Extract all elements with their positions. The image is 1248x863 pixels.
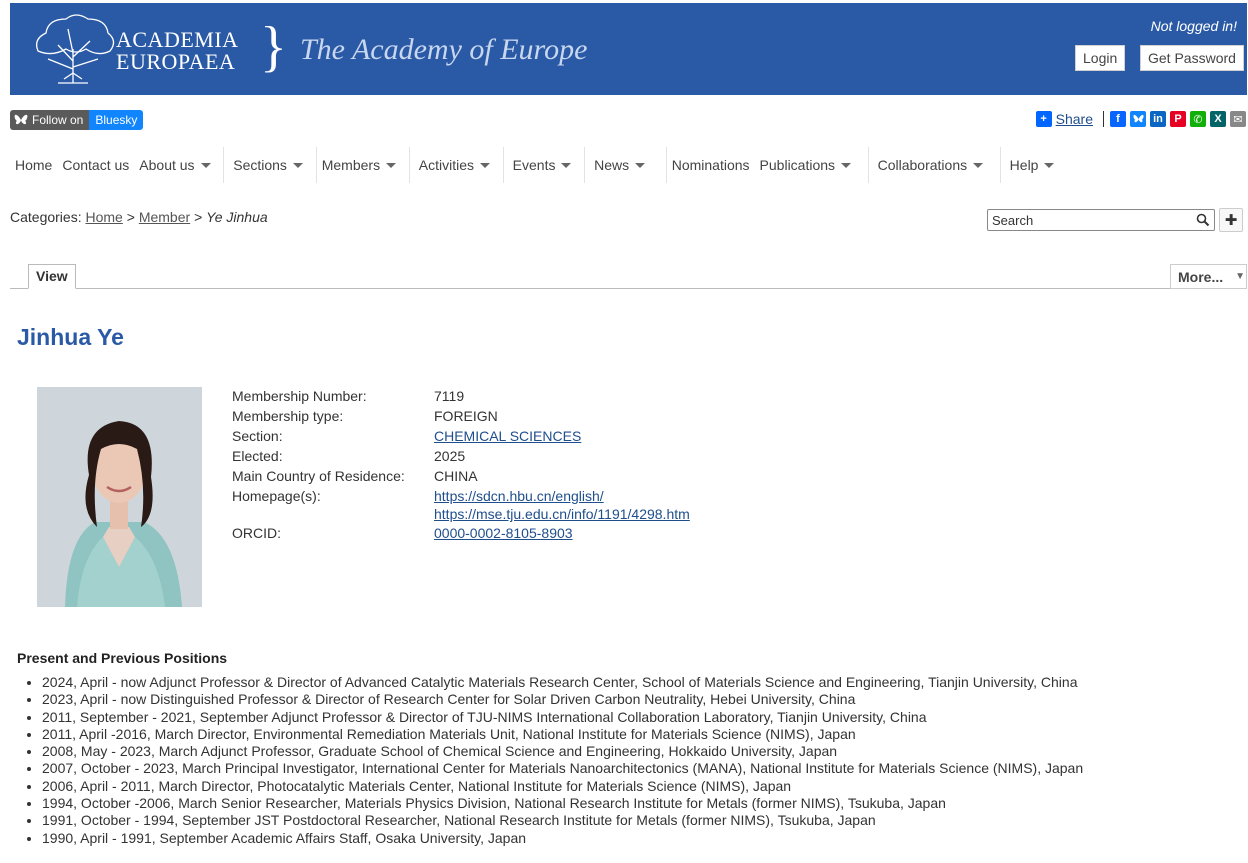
info-row-section — [232, 426, 690, 446]
list-item: • 2024, April - now Adjunct Professor & Director of Advanced Catalytic Materials Research Center, School of Materials Science and Engineering, Tianjin University, China — [42, 674, 1083, 691]
facebook-icon[interactable]: f — [1110, 111, 1126, 127]
breadcrumb-separator: > — [126, 209, 135, 225]
nav-home[interactable] — [10, 147, 57, 183]
nav-label: Contact us — [62, 157, 130, 173]
caret-down-icon — [293, 163, 303, 168]
list-item: • 2011, April -2016, March Director, Environmental Remediation Materials Unit, National Institute for Materials Science (NIMS), Japan — [42, 726, 1083, 743]
nav-label: Help — [1009, 157, 1039, 173]
caret-down-icon — [201, 163, 211, 168]
nav-nominations[interactable] — [667, 147, 755, 183]
main-nav — [10, 147, 1059, 183]
logo-line1: ACADEMIA — [116, 27, 239, 52]
logo-brace: } — [260, 16, 287, 78]
caret-down-icon — [841, 163, 851, 168]
info-row-elected — [232, 446, 690, 466]
breadcrumb-separator: > — [194, 209, 203, 225]
homepage-link-2[interactable]: https://mse.tju.edu.cn/info/1191/4298.htm — [434, 506, 690, 522]
info-row-membership-type — [232, 406, 690, 426]
membership-info — [232, 386, 690, 543]
share-divider — [1103, 111, 1104, 127]
info-label: Section: — [232, 428, 283, 444]
positions-heading: Present and Previous Positions — [17, 650, 228, 666]
more-menu-button[interactable] — [1170, 264, 1247, 289]
caret-down-icon — [480, 163, 490, 168]
nav-label: Activities — [418, 157, 474, 173]
info-label: Homepage(s): — [232, 488, 321, 504]
triangle-down-icon: ▼ — [1235, 271, 1246, 282]
page-title: Jinhua Ye — [17, 324, 124, 350]
breadcrumb-current: Ye Jinhua — [206, 209, 268, 225]
tab-divider — [10, 288, 1247, 289]
xing-icon[interactable]: X — [1210, 111, 1226, 127]
nav-label: Events — [512, 157, 556, 173]
list-item: • 1994, October -2006, March Senior Researcher, Materials Physics Division, National Research Institute for Metals (former NIMS), Tsukuba, Japan — [42, 795, 1083, 812]
list-item: • 2008, May - 2023, March Adjunct Professor, Graduate School of Chemical Science and Engineering, Hokkaido University, Japan — [42, 743, 1083, 760]
follow-bluesky-button[interactable] — [10, 110, 143, 130]
nav-sections[interactable] — [224, 147, 316, 183]
plus-icon: ✚ — [1224, 212, 1238, 229]
nav-label: Home — [15, 157, 53, 173]
info-row-membership-number — [232, 386, 690, 406]
nav-activities[interactable] — [410, 147, 504, 183]
member-photo — [37, 387, 202, 607]
breadcrumb-member-link[interactable]: Member — [138, 209, 191, 225]
list-item: • 2006, April - 2011, March Director, Photocatalytic Materials Center, National Institute for Materials Science (NIMS), Japan — [42, 778, 1083, 795]
membership-type-value: FOREIGN — [434, 408, 498, 424]
list-item: • 2023, April - now Distinguished Professor & Director of Research Center for Solar Driven Carbon Neutrality, Hebei University, China — [42, 691, 1083, 708]
nav-label: About us — [139, 157, 195, 173]
breadcrumb-prefix: Categories: — [10, 209, 82, 225]
bluesky-label: Bluesky — [89, 110, 143, 130]
share-plus-icon[interactable]: + — [1036, 111, 1052, 127]
share-link[interactable]: Share — [1055, 111, 1093, 127]
list-item: • 1991, October - 1994, September JST Postdoctoral Researcher, National Research Institute for Metals (former NIMS), Tsukuba, Japan — [42, 812, 1083, 829]
academia-logo-text[interactable] — [116, 29, 239, 73]
search-add-button[interactable] — [1219, 208, 1243, 232]
nav-about-us[interactable] — [134, 147, 224, 183]
follow-on-part — [10, 110, 89, 130]
logo-line2: EUROPAEA — [116, 49, 236, 74]
pinterest-icon[interactable]: P — [1170, 111, 1186, 127]
nav-label: Nominations — [671, 157, 750, 173]
login-button[interactable]: Login — [1075, 45, 1125, 71]
caret-down-icon — [973, 163, 983, 168]
search-icon[interactable] — [1196, 213, 1210, 227]
list-item: • 1990, April - 1991, September Academic Affairs Staff, Osaka University, Japan — [42, 830, 1083, 847]
tab-view[interactable]: View — [28, 264, 76, 289]
nav-publications[interactable] — [755, 147, 869, 183]
site-banner — [10, 3, 1247, 95]
share-bar — [1036, 109, 1246, 129]
breadcrumb — [10, 209, 268, 225]
info-row-country — [232, 466, 690, 486]
search-input[interactable] — [988, 210, 1188, 230]
follow-on-label: Follow on — [32, 113, 84, 127]
tagline: The Academy of Europe — [300, 33, 588, 66]
email-icon[interactable]: ✉ — [1230, 111, 1246, 127]
nav-label: News — [594, 157, 630, 173]
list-item: • 2007, October - 2023, March Principal Investigator, International Center for Materials Nanoarchitectonics (MANA), National Institute for Materials Science (NIMS), Japan — [42, 760, 1083, 777]
info-label: ORCID: — [232, 525, 281, 541]
nav-news[interactable] — [585, 147, 666, 183]
info-row-orcid — [232, 523, 690, 543]
caret-down-icon — [635, 163, 645, 168]
homepage-link-1[interactable]: https://sdcn.hbu.cn/english/ — [434, 488, 604, 504]
nav-label: Members — [321, 157, 381, 173]
nav-label: Collaborations — [877, 157, 968, 173]
positions-list — [24, 674, 1083, 847]
caret-down-icon — [386, 163, 396, 168]
get-password-button[interactable]: Get Password — [1140, 45, 1244, 71]
info-label: Membership Number: — [232, 388, 367, 404]
section-link[interactable]: CHEMICAL SCIENCES — [434, 428, 582, 444]
nav-help[interactable] — [1001, 147, 1060, 183]
info-label: Main Country of Residence: — [232, 468, 405, 484]
caret-down-icon — [561, 163, 571, 168]
info-label: Elected: — [232, 448, 283, 464]
nav-members[interactable] — [317, 147, 410, 183]
bluesky-icon[interactable] — [1130, 111, 1146, 127]
nav-contact-us[interactable] — [57, 147, 134, 183]
country-value: CHINA — [434, 468, 478, 484]
linkedin-icon[interactable]: in — [1150, 111, 1166, 127]
nav-events[interactable] — [504, 147, 585, 183]
orcid-link[interactable]: 0000-0002-8105-8903 — [434, 525, 573, 541]
nav-label: Publications — [759, 157, 836, 173]
list-item: • 2011, September - 2021, September Adjunct Professor & Director of TJU-NIMS International Collaboration Laboratory, Tianjin University, China — [42, 709, 1083, 726]
search-box — [987, 209, 1215, 231]
nav-collaborations[interactable] — [869, 147, 1001, 183]
login-status: Not logged in! — [1150, 18, 1237, 34]
info-row-homepages — [232, 486, 690, 523]
tree-logo-icon[interactable] — [28, 9, 118, 87]
caret-down-icon — [1044, 163, 1054, 168]
whatsapp-icon[interactable]: ✆ — [1190, 111, 1206, 127]
info-label: Membership type: — [232, 408, 344, 424]
membership-number-value: 7119 — [434, 388, 465, 404]
elected-value: 2025 — [434, 448, 466, 464]
nav-label: Sections — [233, 157, 287, 173]
breadcrumb-home-link[interactable]: Home — [85, 209, 123, 225]
more-label: More... — [1178, 268, 1224, 285]
butterfly-icon — [14, 114, 28, 126]
